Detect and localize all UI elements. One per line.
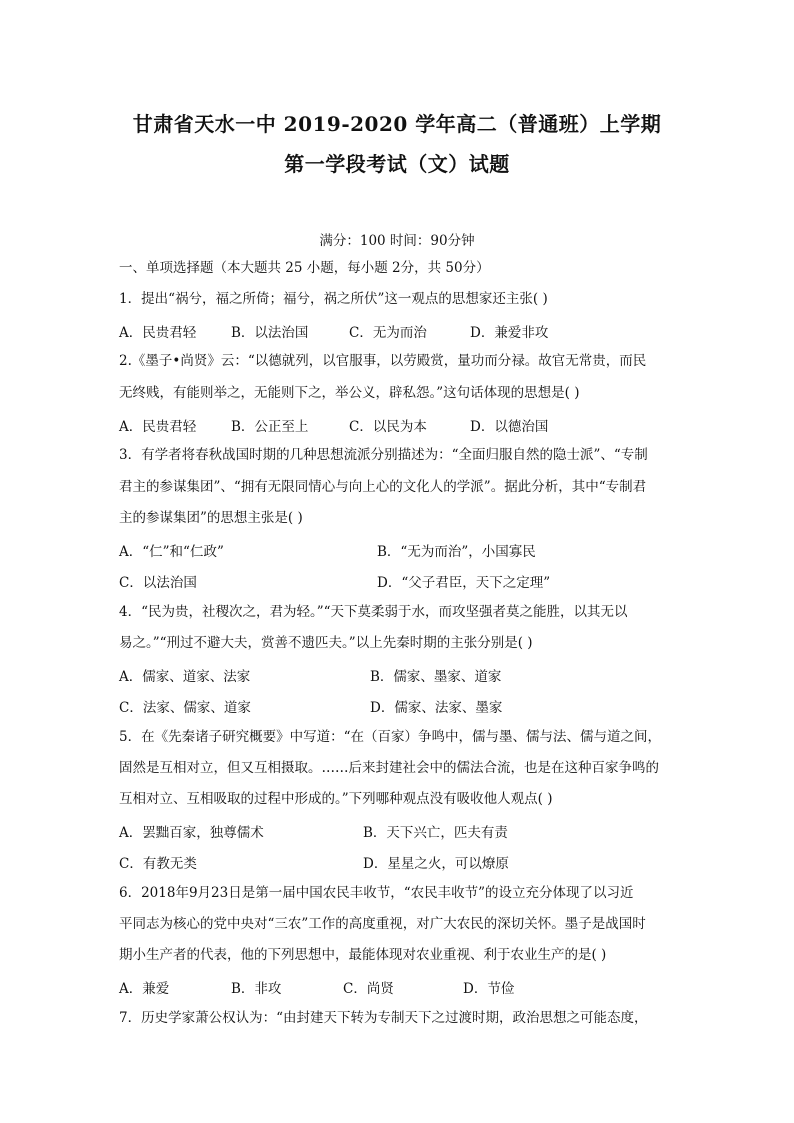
question-5-stem-line3: 互相对立、互相吸取的过程中形成的。”下列哪种观点没有吸收他人观点( ) (119, 791, 553, 807)
exam-meta: 满分：100 时间：90分钟 (319, 233, 475, 249)
q3-option-c: C．以法治国 (119, 575, 197, 591)
q4-option-c: C．法家、儒家、道家 (119, 700, 251, 716)
q2-option-d: D．以德治国 (470, 419, 549, 435)
q6-option-b: B．非攻 (231, 981, 282, 997)
question-6-stem-line3: 期小生产者的代表，他的下列思想中，最能体现对农业重视、利于农业生产的是( ) (119, 947, 607, 963)
q4-option-d: D．儒家、法家、墨家 (370, 700, 503, 716)
q4-option-b: B．儒家、墨家、道家 (370, 669, 502, 685)
section-heading: 一、单项选择题（本大题共 25 小题，每小题 2分，共 50分） (119, 260, 490, 276)
question-6-stem-line2: 平同志为核心的党中央对“三农”工作的高度重视，对广大农民的深切关怀。墨子是战国时 (119, 916, 646, 932)
q5-option-b: B．天下兴亡，匹夫有责 (363, 825, 508, 841)
question-4-stem-line1: 4．“民为贵，社稷次之，君为轻。”“天下莫柔弱于水，而攻坚强者莫之能胜，以其无以 (119, 604, 628, 620)
q2-option-c: C．以民为本 (349, 419, 427, 435)
exam-title-line2: 第一学段考试（文）试题 (284, 152, 510, 176)
q6-option-c: C．尚贤 (343, 981, 394, 997)
q5-option-a: A．罢黜百家，独尊儒术 (119, 825, 264, 841)
q3-option-d: D．“父子君臣，天下之定理” (377, 575, 551, 591)
q5-option-c: C．有教无类 (119, 856, 197, 872)
question-3-stem-line1: 3．有学者将春秋战国时期的几种思想流派分别描述为：“全面归服自然的隐士派”、“专制 (119, 447, 648, 463)
exam-title-line1: 甘肃省天水一中 2019-2020 学年高二（普通班）上学期 (132, 112, 662, 136)
q3-option-b: B．“无为而治”，小国寡民 (377, 544, 536, 560)
question-2-stem-line2: 无终贱，有能则举之，无能则下之，举公义，辟私怨。”这句话体现的思想是( ) (119, 385, 580, 401)
question-5-stem-line1: 5．在《先秦诸子研究概要》中写道：“在（百家）争鸣中，儒与墨、儒与法、儒与道之间， (119, 729, 661, 745)
question-5-stem-line2: 固然是互相对立，但又互相摄取。……后来封建社会中的儒法合流，也是在这种百家争鸣的 (119, 760, 659, 776)
q2-option-b: B．公正至上 (231, 419, 309, 435)
question-3-stem-line3: 主的参谋集团”的思想主张是( ) (119, 510, 303, 526)
q2-option-a: A．民贵君轻 (119, 419, 197, 435)
q6-option-a: A．兼爱 (119, 981, 170, 997)
question-6-stem-line1: 6．2018年9月23日是第一届中国农民丰收节，“农民丰收节”的设立充分体现了以习近 (119, 885, 634, 901)
q3-option-a: A．“仁”和“仁政” (119, 544, 224, 560)
q1-option-d: D．兼爱非攻 (470, 325, 549, 341)
q1-option-c: C．无为而治 (349, 325, 427, 341)
q4-option-a: A．儒家、道家、法家 (119, 669, 251, 685)
question-4-stem-line2: 易之。”“刑过不避大夫，赏善不遗匹夫。”以上先秦时期的主张分别是( ) (119, 635, 533, 651)
q5-option-d: D．星星之火，可以燎原 (363, 856, 509, 872)
question-2-stem-line1: 2.《墨子•尚贤》云：“以德就列，以官服事，以劳殿赏，量功而分禄。故官无常贵，而民 (119, 353, 647, 369)
question-7-stem-line1: 7．历史学家萧公权认为：“由封建天下转为专制天下之过渡时期，政治思想之可能态度， (119, 1010, 648, 1026)
q1-option-a: A．民贵君轻 (119, 325, 197, 341)
question-1-stem: 1．提出“祸兮，福之所倚；福兮，祸之所伏”这一观点的思想家还主张( ) (119, 291, 548, 307)
q1-option-b: B．以法治国 (231, 325, 309, 341)
question-3-stem-line2: 君主的参谋集团”、“拥有无限同情心与向上心的文化人的学派”。据此分析，其中“专制君 (119, 479, 647, 495)
q6-option-d: D．节俭 (463, 981, 515, 997)
